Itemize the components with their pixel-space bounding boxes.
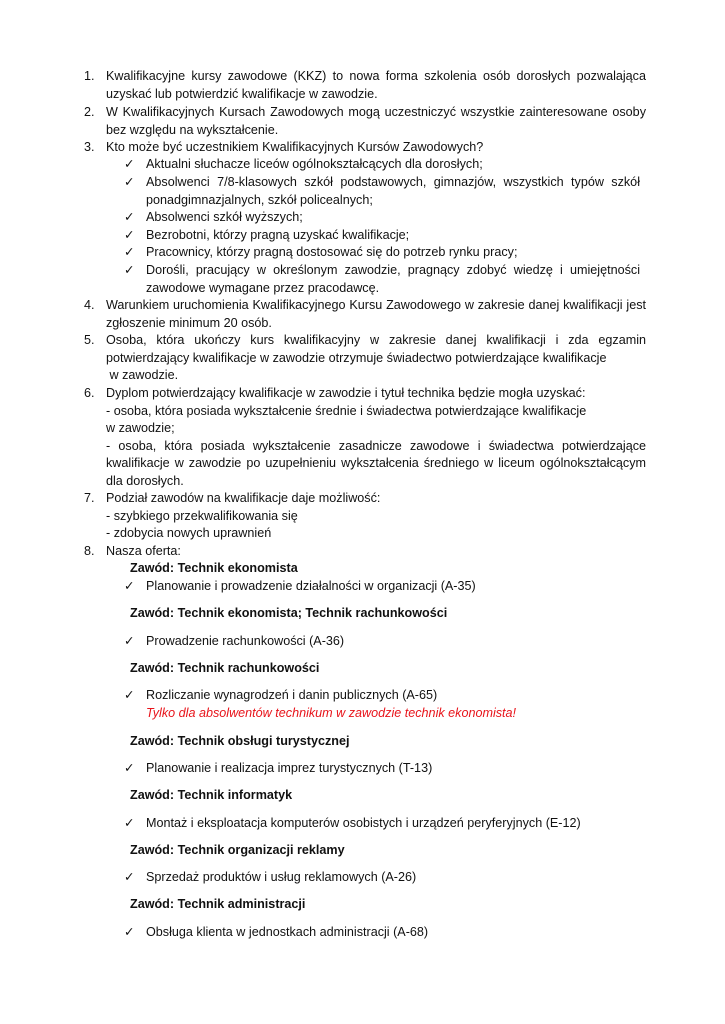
list-item (84, 297, 646, 332)
offer-heading: Zawód: Technik obsługi turystycznej (130, 734, 350, 748)
checklist-text: Dorośli, pracujący w określonym zawodzie, pragnący zdobyć wiedzę i umiejętności zawodowe wymagane przez pracodawcę. (146, 263, 640, 295)
checklist-text: Absolwenci szkół wyższych; (146, 210, 303, 224)
checklist-text: Bezrobotni, którzy pragną uzyskać kwalifikacje; (146, 228, 410, 242)
list-subline: - szybkiego przekwalifikowania się (106, 508, 298, 523)
list-text-continued: w zawodzie. (106, 368, 179, 383)
qualification-text: Obsługa klienta w jednostkach administracji (A-68) (146, 925, 429, 939)
note-text: Tylko dla absolwentów technikum w zawodzie technik ekonomista! (146, 705, 517, 720)
checklist-item (124, 227, 640, 245)
qualification-text: Planowanie i prowadzenie działalności w organizacji (A-35) (146, 579, 476, 593)
checkmark-icon: ✓ (124, 210, 135, 224)
offer-heading: Zawód: Technik ekonomista; Technik rachunkowości (130, 606, 448, 620)
list-item (84, 332, 646, 385)
offer-heading: Zawód: Technik informatyk (130, 788, 293, 802)
list-item (84, 543, 646, 561)
list-number: 1. (84, 69, 95, 83)
list-number: 4. (84, 298, 95, 312)
checklist-item (124, 869, 640, 887)
list-text: Podział zawodów na kwalifikacje daje możliwość: (106, 491, 381, 505)
checklist-item (124, 244, 640, 262)
checklist-item (124, 815, 640, 833)
checklist-item (124, 633, 640, 651)
list-text: Osoba, która ukończy kurs kwalifikacyjny w zakresie danej kwalifikacji i zda egzamin potwierdzający kwalifikacje w zawodzie otrzymuje świadectwo potwierdzające kwalifikacje (106, 333, 646, 365)
list-subline: - zdobycia nowych uprawnień (106, 526, 272, 541)
checkmark-icon: ✓ (124, 870, 135, 884)
list-number: 5. (84, 333, 95, 347)
list-text: Warunkiem uruchomienia Kwalifikacyjnego Kursu Zawodowego w zakresie danej kwalifikacji jest zgłoszenie minimum 20 osób. (106, 298, 646, 330)
list-text: Kto może być uczestnikiem Kwalifikacyjnych Kursów Zawodowych? (106, 140, 484, 154)
checkmark-icon: ✓ (124, 228, 135, 242)
checklist-text: Aktualni słuchacze liceów ogólnokształcących dla dorosłych; (146, 157, 483, 171)
qualification-text: Prowadzenie rachunkowości (A-36) (146, 634, 345, 648)
checkmark-icon: ✓ (124, 688, 135, 702)
checkmark-icon: ✓ (124, 925, 135, 939)
list-subline: - osoba, która posiada wykształcenie zasadnicze zawodowe i świadectwa potwierdzające kwalifikacje w zawodzie po uzupełnieniu wykształcenia średniego w liceum ogólnokształcącym dla dorosłych. (106, 438, 646, 488)
checklist-text: Absolwenci 7/8-klasowych szkół podstawowych, gimnazjów, wszystkich typów szkół ponadgimnazjalnych, szkół policealnych; (146, 175, 640, 207)
list-text: Nasza oferta: (106, 544, 181, 558)
checkmark-icon: ✓ (124, 263, 135, 277)
checklist-item (124, 209, 640, 227)
checklist-item (124, 687, 640, 722)
checklist-item (124, 924, 640, 942)
checkmark-icon: ✓ (124, 579, 135, 593)
list-number: 8. (84, 544, 95, 558)
list-item (84, 490, 646, 543)
qualification-text: Planowanie i realizacja imprez turystycznych (T-13) (146, 761, 433, 775)
checklist-item (124, 760, 640, 778)
list-item (84, 68, 646, 103)
list-number: 2. (84, 105, 95, 119)
checkmark-icon: ✓ (124, 816, 135, 830)
offer-heading: Zawód: Technik administracji (130, 897, 306, 911)
checklist-item (124, 156, 640, 174)
offer-heading: Zawód: Technik rachunkowości (130, 661, 320, 675)
list-subline: w zawodzie; (106, 421, 175, 436)
list-item (84, 139, 646, 157)
list-subline: - osoba, która posiada wykształcenie średnie i świadectwa potwierdzające kwalifikacje (106, 403, 587, 418)
qualification-text: Rozliczanie wynagrodzeń i danin publicznych (A-65) (146, 688, 438, 702)
list-text: Kwalifikacyjne kursy zawodowe (KKZ) to nowa forma szkolenia osób dorosłych pozwalająca uzyskać lub potwierdzić kwalifikacje w zawodzie. (106, 69, 646, 101)
qualification-text: Montaż i eksploatacja komputerów osobistych i urządzeń peryferyjnych (E-12) (146, 816, 581, 830)
list-item (84, 385, 646, 491)
offer-heading: Zawód: Technik organizacji reklamy (130, 843, 345, 857)
list-item (84, 104, 646, 139)
checkmark-icon: ✓ (124, 245, 135, 259)
list-number: 3. (84, 140, 95, 154)
qualification-text: Sprzedaż produktów i usług reklamowych (A-26) (146, 870, 417, 884)
list-number: 6. (84, 386, 95, 400)
offer-heading: Zawód: Technik ekonomista (130, 561, 298, 575)
checklist-item (124, 262, 640, 297)
list-text: Dyplom potwierdzający kwalifikacje w zawodzie i tytuł technika będzie mogła uzyskać: (106, 386, 586, 400)
checklist-item (124, 174, 640, 209)
list-number: 7. (84, 491, 95, 505)
checklist-text: Pracownicy, którzy pragną dostosować się do potrzeb rynku pracy; (146, 245, 518, 259)
checkmark-icon: ✓ (124, 157, 135, 171)
list-text: W Kwalifikacyjnych Kursach Zawodowych mogą uczestniczyć wszystkie zainteresowane osoby bez względu na wykształcenie. (106, 105, 646, 137)
checkmark-icon: ✓ (124, 175, 135, 189)
checkmark-icon: ✓ (124, 761, 135, 775)
checklist-item (124, 578, 640, 596)
checkmark-icon: ✓ (124, 634, 135, 648)
